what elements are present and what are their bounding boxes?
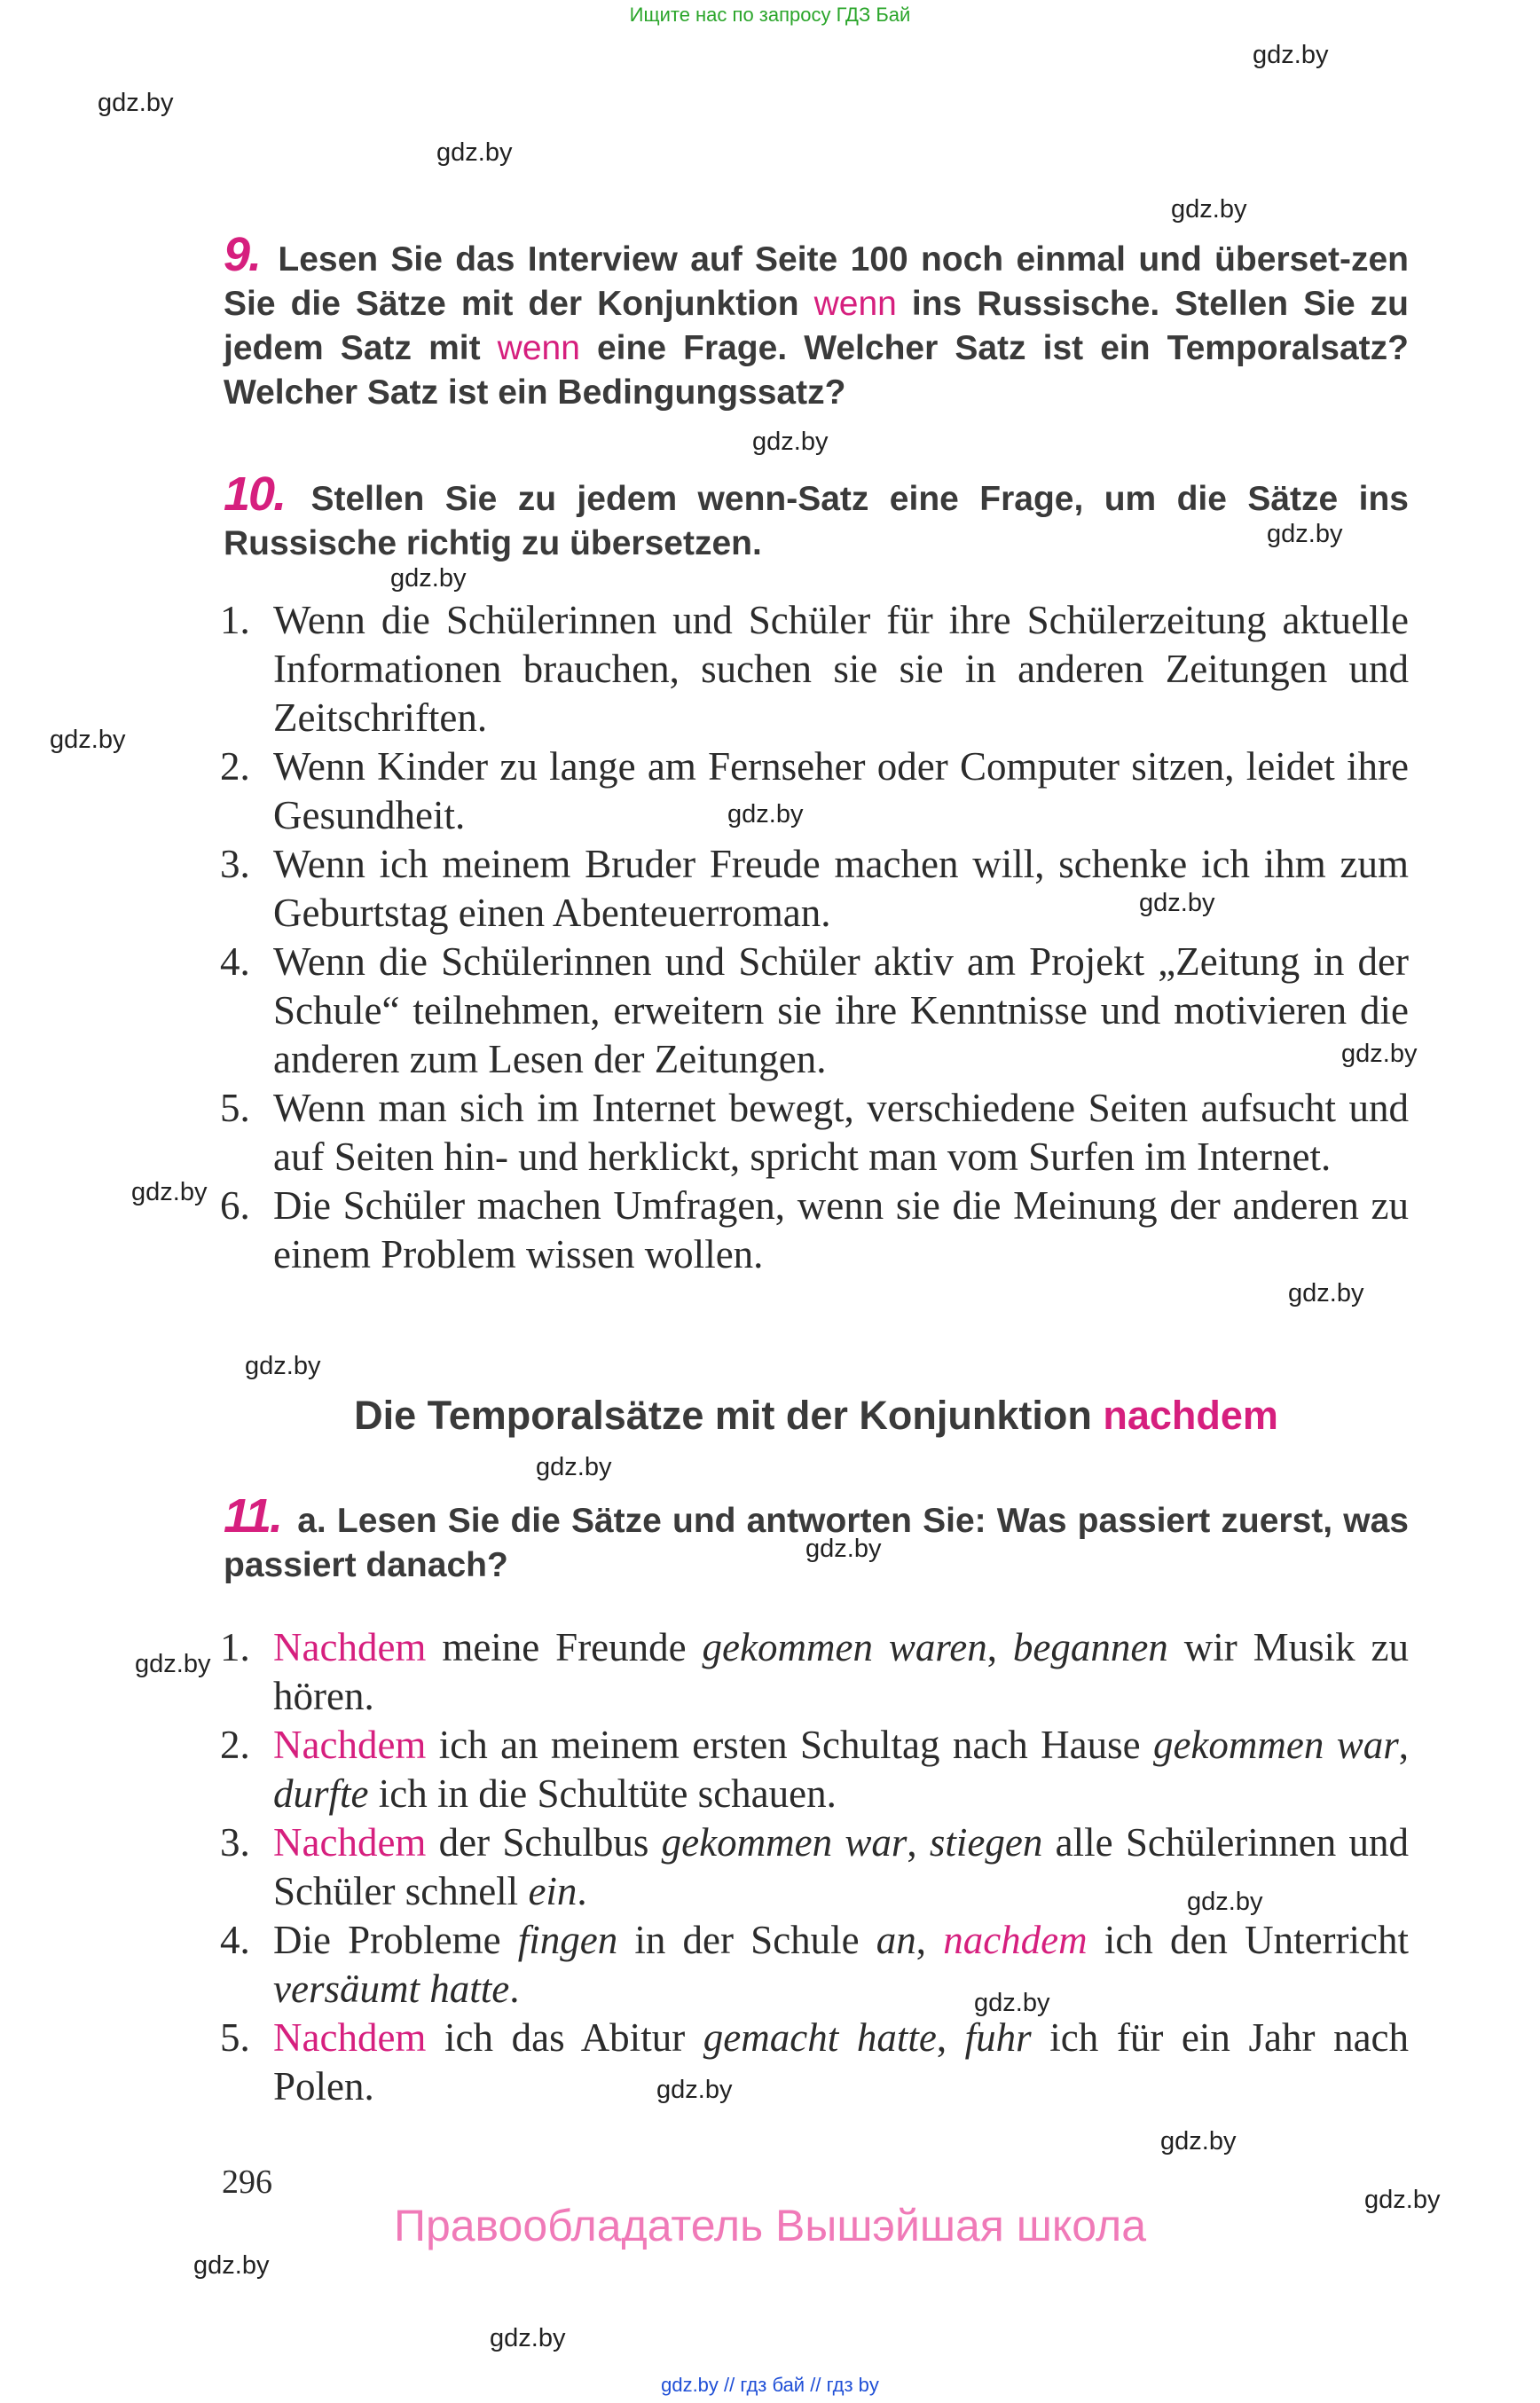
list-item — [220, 1721, 1409, 1818]
watermark: gdz.by — [1341, 1040, 1418, 1068]
watermark: gdz.by — [135, 1650, 211, 1678]
rights-holder: Правообладатель Вышэйшая школа — [394, 2201, 1146, 2250]
exercise-11 — [224, 1489, 1409, 1588]
exercise-instruction: a. Lesen Sie die Sätze und antworten Sie: Was passiert zuerst, was passiert danach? — [224, 1502, 1409, 1584]
item-number: 5. — [220, 2015, 250, 2060]
exercise-text: ins Russische. Stellen Sie zu jedem Satz mit — [224, 285, 1409, 367]
list-item — [220, 1182, 1409, 1279]
exercise-11-list — [220, 1623, 1409, 2111]
footer-link[interactable]: gdz.by — [661, 2374, 719, 2396]
search-hint: Ищите нас по запросу ГДЗ Бай — [629, 4, 911, 26]
keyword-nachdem: nachdem — [943, 1918, 1088, 1962]
exercise-text: eine Frage. Welcher Satz ist ein Temporalsatz? Welcher Satz ist ein Bedingungssatz? — [224, 329, 1409, 412]
item-number: 3. — [220, 842, 250, 886]
footer-link[interactable]: гдз by — [826, 2374, 879, 2396]
watermark: gdz.by — [193, 2251, 270, 2280]
footer-links — [0, 2374, 1540, 2397]
watermark: gdz.by — [536, 1453, 612, 1481]
watermark: gdz.by — [752, 428, 829, 456]
watermark: gdz.by — [1267, 520, 1343, 548]
item-number: 1. — [220, 1625, 250, 1669]
watermark: gdz.by — [1364, 2186, 1441, 2214]
item-number: 6. — [220, 1183, 250, 1228]
item-number: 5. — [220, 1086, 250, 1130]
exercise-9 — [224, 228, 1409, 415]
item-number: 2. — [220, 744, 250, 789]
exercise-number: 11. — [224, 1489, 282, 1543]
list-item — [220, 938, 1409, 1084]
exercise-instruction: Stellen Sie zu jedem wenn-Satz eine Frage, um die Sätze ins Russische richtig zu übersetzen. — [224, 480, 1409, 562]
keyword-wenn: wenn — [497, 329, 580, 367]
watermark: gdz.by — [656, 2076, 733, 2104]
keyword-nachdem: Nachdem — [273, 1820, 427, 1865]
item-text: Wenn die Schülerinnen und Schüler aktiv am Projekt „Zeitung in der Schule“ teilnehmen, erweitern sie ihre Kenntnisse und motivieren die anderen zum Lesen der Zeitungen. — [273, 939, 1409, 1081]
item-text: Die Probleme fingen in der Schule an, nachdem ich den Unterricht versäumt hatte. — [273, 1918, 1409, 2011]
watermark: gdz.by — [50, 726, 126, 754]
section-heading — [224, 1393, 1409, 1439]
footer-link[interactable]: гдз бай — [740, 2374, 805, 2396]
item-text: Wenn die Schülerinnen und Schüler für ihre Schülerzeitung aktuelle Informationen brauchen, suchen sie sie in anderen Zeitungen und Zeitschriften. — [273, 598, 1409, 740]
watermark: gdz.by — [1171, 195, 1247, 224]
watermark: gdz.by — [1288, 1279, 1364, 1308]
exercise-10 — [224, 467, 1409, 566]
item-text: Wenn man sich im Internet bewegt, verschiedene Seiten aufsucht und auf Seiten hin- und herklickt, spricht man vom Surfen im Internet. — [273, 1086, 1409, 1179]
watermark: gdz.by — [245, 1352, 321, 1380]
list-item — [220, 1623, 1409, 1721]
heading-keyword: nachdem — [1103, 1393, 1278, 1438]
exercise-text: Lesen Sie das Interview auf Seite 100 noch einmal und überset-zen Sie die Sätze mit der Konjunktion — [224, 240, 1409, 323]
watermark: gdz.by — [1160, 2127, 1237, 2156]
keyword-nachdem: Nachdem — [273, 2015, 427, 2060]
watermark: gdz.by — [436, 138, 513, 167]
keyword-nachdem: Nachdem — [273, 1625, 427, 1669]
watermark: gdz.by — [131, 1178, 208, 1206]
item-number: 3. — [220, 1820, 250, 1865]
item-text: Wenn ich meinem Bruder Freude machen will, schenke ich ihm zum Geburtstag einen Abenteuerroman. — [273, 842, 1409, 935]
exercise-10-list — [220, 596, 1409, 1279]
watermark: gdz.by — [1139, 889, 1215, 917]
list-item — [220, 1916, 1409, 2014]
watermark: gdz.by — [1253, 41, 1329, 69]
watermark: gdz.by — [98, 89, 174, 117]
watermark: gdz.by — [805, 1535, 882, 1563]
item-text: Nachdem der Schulbus gekommen war, stiegen alle Schülerinnen und Schüler schnell ein. — [273, 1820, 1410, 1913]
keyword-wenn: wenn — [813, 285, 897, 323]
exercise-number: 10. — [224, 467, 286, 521]
list-item — [220, 840, 1409, 938]
watermark: gdz.by — [727, 800, 804, 828]
item-text: Die Schüler machen Umfragen, wenn sie die Meinung der anderen zu einem Problem wissen wollen. — [273, 1183, 1409, 1276]
item-number: 4. — [220, 939, 250, 984]
list-item — [220, 2014, 1409, 2111]
keyword-nachdem: Nachdem — [273, 1723, 427, 1767]
list-item — [220, 742, 1409, 840]
item-text: Nachdem meine Freunde gekommen waren, begannen wir Musik zu hören. — [273, 1625, 1409, 1718]
item-text: Wenn Kinder zu lange am Fernseher oder Computer sitzen, leidet ihre Gesundheit. — [273, 744, 1409, 837]
heading-text: Die Temporalsätze mit der Konjunktion — [354, 1393, 1104, 1438]
watermark: gdz.by — [974, 1989, 1050, 2017]
item-text: Nachdem ich an meinem ersten Schultag nach Hause gekommen war, durfte ich in die Schultüte schauen. — [273, 1723, 1409, 1816]
exercise-number: 9. — [224, 228, 261, 281]
watermark: gdz.by — [490, 2324, 566, 2352]
item-number: 2. — [220, 1723, 250, 1767]
list-item — [220, 1084, 1409, 1182]
item-number: 1. — [220, 598, 250, 642]
watermark: gdz.by — [1187, 1888, 1263, 1916]
list-item — [220, 596, 1409, 742]
footer-separator: // — [810, 2374, 821, 2396]
watermark: gdz.by — [390, 564, 467, 593]
list-item — [220, 1818, 1409, 1916]
item-text: Nachdem ich das Abitur gemacht hatte, fuhr ich für ein Jahr nach Polen. — [273, 2015, 1410, 2109]
footer-separator: // — [724, 2374, 735, 2396]
page-number: 296 — [222, 2163, 272, 2201]
item-number: 4. — [220, 1918, 250, 1962]
